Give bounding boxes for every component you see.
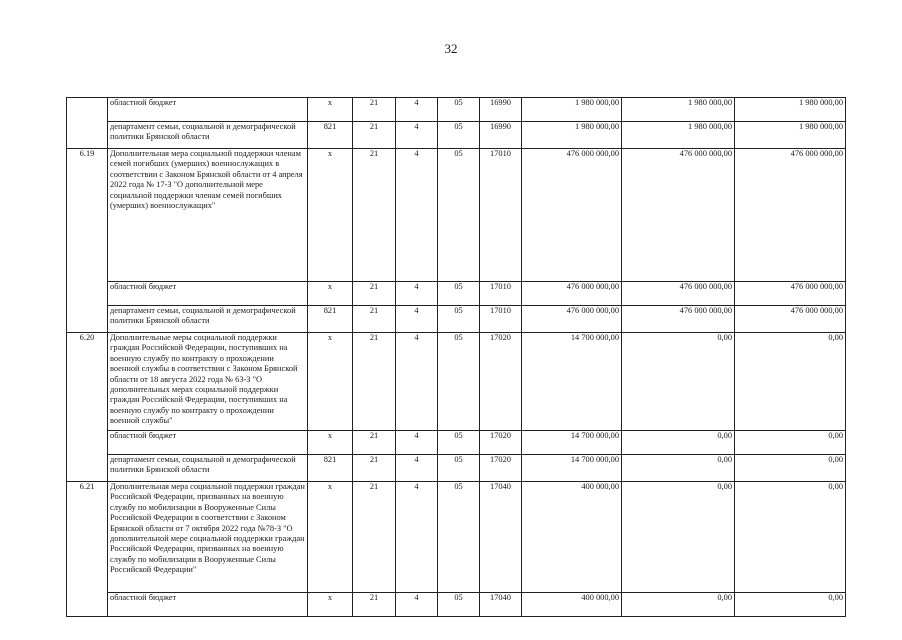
table-row — [67, 333, 846, 431]
cell-grbs: 821 — [308, 122, 353, 149]
cell-program: 21 — [353, 333, 396, 431]
cell-grbs: 821 — [308, 455, 353, 482]
budget-table — [66, 97, 846, 617]
cell-grbs: х — [308, 282, 353, 306]
cell-sum-1: 400 000,00 — [522, 482, 622, 593]
row-index: 6.20 — [67, 333, 108, 482]
cell-program: 21 — [353, 455, 396, 482]
cell-sum-2: 1 980 000,00 — [622, 98, 735, 122]
cell-program: 21 — [353, 306, 396, 333]
cell-subprogram: 4 — [396, 455, 438, 482]
cell-sum-1: 14 700 000,00 — [522, 333, 622, 431]
cell-sum-1: 400 000,00 — [522, 593, 622, 617]
cell-subprogram: 4 — [396, 122, 438, 149]
cell-sum-2: 476 000 000,00 — [622, 149, 735, 282]
cell-grbs: х — [308, 98, 353, 122]
cell-sum-3: 476 000 000,00 — [735, 282, 846, 306]
cell-direction: 17010 — [480, 282, 522, 306]
row-name: областной бюджет — [108, 98, 308, 122]
cell-program: 21 — [353, 282, 396, 306]
cell-event: 05 — [438, 122, 480, 149]
cell-sum-2: 0,00 — [622, 455, 735, 482]
cell-subprogram: 4 — [396, 149, 438, 282]
cell-sum-1: 14 700 000,00 — [522, 455, 622, 482]
cell-sum-2: 0,00 — [622, 482, 735, 593]
table-row — [67, 98, 846, 122]
cell-event: 05 — [438, 282, 480, 306]
cell-direction: 16990 — [480, 122, 522, 149]
cell-program: 21 — [353, 149, 396, 282]
cell-sum-1: 1 980 000,00 — [522, 98, 622, 122]
cell-event: 05 — [438, 306, 480, 333]
cell-subprogram: 4 — [396, 282, 438, 306]
cell-direction: 17020 — [480, 333, 522, 431]
cell-subprogram: 4 — [396, 431, 438, 455]
cell-direction: 17040 — [480, 482, 522, 593]
cell-program: 21 — [353, 122, 396, 149]
cell-direction: 17010 — [480, 306, 522, 333]
table-row — [67, 122, 846, 149]
cell-sum-3: 0,00 — [735, 431, 846, 455]
row-name: областной бюджет — [108, 593, 308, 617]
cell-direction: 17020 — [480, 431, 522, 455]
cell-subprogram: 4 — [396, 482, 438, 593]
table-row — [67, 306, 846, 333]
row-name: департамент семьи, социальной и демографической политики Брянской области — [108, 455, 308, 482]
cell-direction: 17010 — [480, 149, 522, 282]
cell-direction: 17020 — [480, 455, 522, 482]
cell-event: 05 — [438, 431, 480, 455]
cell-sum-3: 476 000 000,00 — [735, 306, 846, 333]
table-row — [67, 593, 846, 617]
table-row — [67, 455, 846, 482]
table-row — [67, 431, 846, 455]
cell-event: 05 — [438, 482, 480, 593]
cell-sum-1: 14 700 000,00 — [522, 431, 622, 455]
cell-event: 05 — [438, 333, 480, 431]
cell-subprogram: 4 — [396, 98, 438, 122]
row-index — [67, 98, 108, 149]
cell-sum-2: 0,00 — [622, 593, 735, 617]
row-name: областной бюджет — [108, 282, 308, 306]
cell-sum-2: 0,00 — [622, 333, 735, 431]
cell-subprogram: 4 — [396, 333, 438, 431]
row-name: Дополнительная мера социальной поддержки членам семей погибших (умерших) военнослужащих в соответствии с Законом Брянской области от 4 апреля 2022 года № 17-З "О дополнительной мере социальной поддержки членам семей погибших (умерших) военнослужащих" — [108, 149, 308, 282]
cell-sum-2: 476 000 000,00 — [622, 306, 735, 333]
cell-sum-3: 0,00 — [735, 593, 846, 617]
row-name: департамент семьи, социальной и демографической политики Брянской области — [108, 122, 308, 149]
cell-grbs: х — [308, 431, 353, 455]
row-name: департамент семьи, социальной и демографической политики Брянской области — [108, 306, 308, 333]
cell-subprogram: 4 — [396, 306, 438, 333]
page-number: 32 — [444, 41, 458, 56]
cell-event: 05 — [438, 593, 480, 617]
cell-sum-3: 0,00 — [735, 482, 846, 593]
cell-sum-3: 476 000 000,00 — [735, 149, 846, 282]
cell-sum-1: 476 000 000,00 — [522, 306, 622, 333]
cell-event: 05 — [438, 149, 480, 282]
cell-sum-1: 476 000 000,00 — [522, 149, 622, 282]
row-name: областной бюджет — [108, 431, 308, 455]
cell-program: 21 — [353, 593, 396, 617]
cell-sum-2: 0,00 — [622, 431, 735, 455]
cell-direction: 16990 — [480, 98, 522, 122]
cell-grbs: х — [308, 149, 353, 282]
table-row — [67, 482, 846, 593]
cell-sum-1: 1 980 000,00 — [522, 122, 622, 149]
cell-sum-3: 0,00 — [735, 333, 846, 431]
cell-sum-2: 1 980 000,00 — [622, 122, 735, 149]
cell-sum-3: 0,00 — [735, 455, 846, 482]
cell-program: 21 — [353, 482, 396, 593]
cell-grbs: х — [308, 593, 353, 617]
table-row — [67, 149, 846, 282]
row-name: Дополнительная мера социальной поддержки граждан Российской Федерации, призванных на военную службу по мобилизации в Вооруженные Силы Российской Федерации в соответствии с Законом Брянской области от 7 октября 2022 года №78-З "О дополнительной мере социальной поддержки граждан Российской Федерации, призванных на военную службу по мобилизации в Вооруженные Силы Российской Федерации" — [108, 482, 308, 593]
cell-program: 21 — [353, 431, 396, 455]
cell-subprogram: 4 — [396, 593, 438, 617]
cell-grbs: х — [308, 482, 353, 593]
cell-grbs: 821 — [308, 306, 353, 333]
cell-event: 05 — [438, 98, 480, 122]
table-row — [67, 282, 846, 306]
cell-sum-1: 476 000 000,00 — [522, 282, 622, 306]
cell-sum-3: 1 980 000,00 — [735, 122, 846, 149]
cell-grbs: х — [308, 333, 353, 431]
table-body — [67, 98, 846, 617]
cell-sum-2: 476 000 000,00 — [622, 282, 735, 306]
cell-sum-3: 1 980 000,00 — [735, 98, 846, 122]
cell-program: 21 — [353, 98, 396, 122]
cell-direction: 17040 — [480, 593, 522, 617]
row-index: 6.21 — [67, 482, 108, 617]
cell-event: 05 — [438, 455, 480, 482]
row-index: 6.19 — [67, 149, 108, 333]
row-name: Дополнительные меры социальной поддержки граждан Российской Федерации, поступивших на военную службу по контракту о прохождении военной службы в соответствии с Законом Брянской области от 18 августа 2022 года № 63-З "О дополнительных мерах социальной поддержки граждан Российской Федерации, поступивших на военную службу по контракту о прохождении военной службы" — [108, 333, 308, 431]
